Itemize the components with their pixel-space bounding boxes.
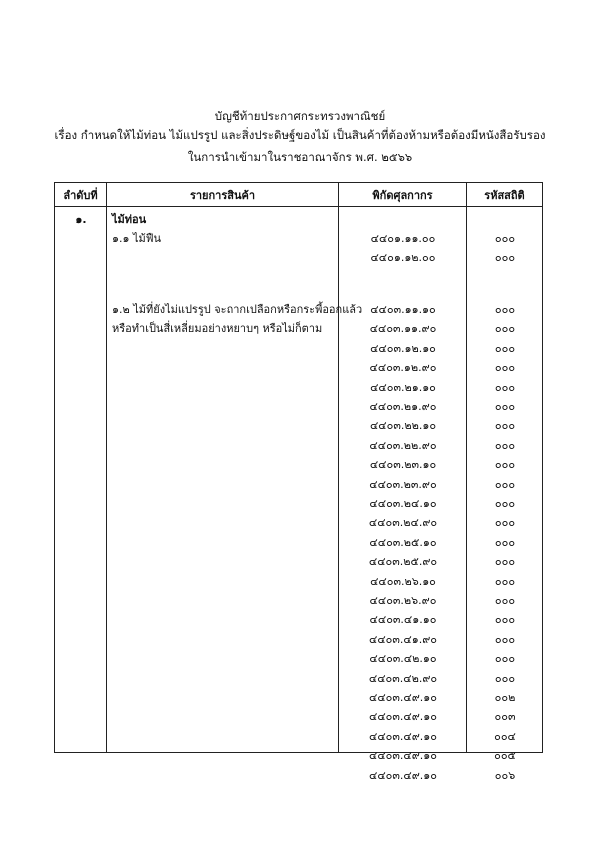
tariff-code: ๔๔๐๓.๔๙.๑๐ [369,729,437,743]
tariff-code: ๔๔๐๑.๑๑.๐๐ [370,232,436,245]
stat-code: ๐๐๐ [494,574,516,588]
document-subject-line2: ในการนำเข้ามาในราชอาณาจักร พ.ศ. ๒๕๖๖ [187,150,413,164]
seq-number: ๑. [75,213,87,226]
table-row [55,207,543,753]
stat-code: ๐๐๖ [494,768,516,782]
document-title: บัญชีท้ายประกาศกระทรวงพาณิชย์ [214,109,386,123]
table-header-row [55,183,543,207]
column-header-seq: ลำดับที่ [55,183,107,207]
stat-code: ๐๐๐ [494,341,516,355]
stat-code: ๐๐๐ [494,652,516,666]
tariff-code: ๔๔๐๓.๒๔.๙๐ [368,516,438,530]
document-subject: เรื่อง กำหนดให้ไม้ท่อน ไม้แปรรูป และสิ่งประดิษฐ์ของไม้ เป็นสินค้าที่ต้องห้ามหรือต้องมีหนังสือรับรอง [54,128,546,142]
tariff-code: ๔๔๐๓.๒๓.๑๐ [369,458,437,472]
tariff-code: ๔๔๐๓.๒๒.๑๐ [369,419,437,433]
stat-code: ๐๐๒ [494,691,516,704]
tariff-code: ๔๔๐๓.๔๙.๑๐ [369,691,437,704]
stat-code: ๐๐๐ [494,516,516,530]
tariff-code: ๔๔๐๓.๔๙.๑๐ [369,749,437,763]
tariff-code: ๔๔๐๓.๒๒.๙๐ [369,438,437,452]
stat-code: ๐๐๐ [494,419,516,433]
column-header-tariff: พิกัดศุลกากร [339,183,467,207]
item-1-label: ๑.๑ ไม้ฟืน [112,232,162,245]
tariff-code: ๔๔๐๓.๒๖.๙๐ [369,594,437,607]
tariff-code: ๔๔๐๓.๒๑.๑๐ [370,380,436,394]
stat-code: ๐๐๐ [494,594,516,607]
tariff-code: ๔๔๐๓.๒๓.๙๐ [369,477,437,491]
stat-code: ๐๐๐ [494,361,516,375]
stat-code: ๐๐๐ [494,497,516,510]
goods-cell [107,207,363,753]
goods-table [54,182,543,782]
column-header-goods: รายการสินค้า [107,183,339,207]
tariff-code: ๔๔๐๓.๔๙.๑๐ [369,768,437,782]
stat-code: ๐๐๐ [494,477,516,491]
stat-code: ๐๐๐ [494,671,516,685]
stat-code: ๐๐๐ [494,400,516,413]
stat-code: ๐๐๐ [494,232,516,245]
stat-code: ๐๐๐ [494,555,516,569]
stat-code: ๐๐๐ [494,322,516,336]
tariff-code: ๔๔๐๑.๑๒.๐๐ [370,251,436,264]
tariff-code: ๔๔๐๓.๔๒.๑๐ [369,652,437,666]
stat-code: ๐๐๐ [494,632,516,646]
seq-cell [55,207,107,753]
stat-code: ๐๐๐ [494,303,516,316]
stat-code: ๐๐๐ [494,535,516,549]
stat-code-cell [467,207,543,782]
tariff-code: ๔๔๐๓.๔๑.๑๐ [369,613,437,627]
tariff-code: ๔๔๐๓.๑๑.๙๐ [369,322,437,336]
tariff-code: ๔๔๐๓.๔๙.๑๐ [369,710,437,724]
tariff-cell [339,207,467,782]
stat-code: ๐๐๐ [494,458,516,472]
stat-code: ๐๐๐ [494,380,516,394]
tariff-code: ๔๔๐๓.๑๒.๑๐ [370,341,436,355]
stat-code: ๐๐๐ [494,438,516,452]
item-2-label-line2: หรือทำเป็นสี่เหลี่ยมอย่างหยาบๆ หรือไม่ก็ตาม [112,322,323,335]
tariff-code: ๔๔๐๓.๒๔.๑๐ [369,497,437,510]
stat-code: ๐๐๐ [494,251,516,264]
tariff-code: ๔๔๐๓.๒๕.๑๐ [369,535,437,549]
tariff-code: ๔๔๐๓.๔๑.๙๐ [369,632,437,646]
stat-code: ๐๐๕ [494,749,516,763]
tariff-code: ๔๔๐๓.๔๒.๙๐ [368,671,438,685]
item-2-label-line1: ๑.๒ ไม้ที่ยังไม่แปรรูป จะถากเปลือกหรือกระพี้ออกแล้ว [112,303,363,316]
column-header-stat-code: รหัสสถิติ [467,183,543,207]
stat-code: ๐๐๓ [494,710,516,724]
stat-code: ๐๐๔ [494,729,516,743]
category-label: ไม้ท่อน [112,213,147,226]
tariff-code: ๔๔๐๓.๑๑.๑๐ [370,303,436,316]
tariff-code: ๔๔๐๓.๒๖.๑๐ [370,574,436,588]
tariff-code: ๔๔๐๓.๑๒.๙๐ [369,361,437,375]
tariff-code: ๔๔๐๓.๒๑.๙๐ [369,400,437,413]
tariff-code: ๔๔๐๓.๒๕.๙๐ [368,555,438,569]
stat-code: ๐๐๐ [494,613,516,627]
